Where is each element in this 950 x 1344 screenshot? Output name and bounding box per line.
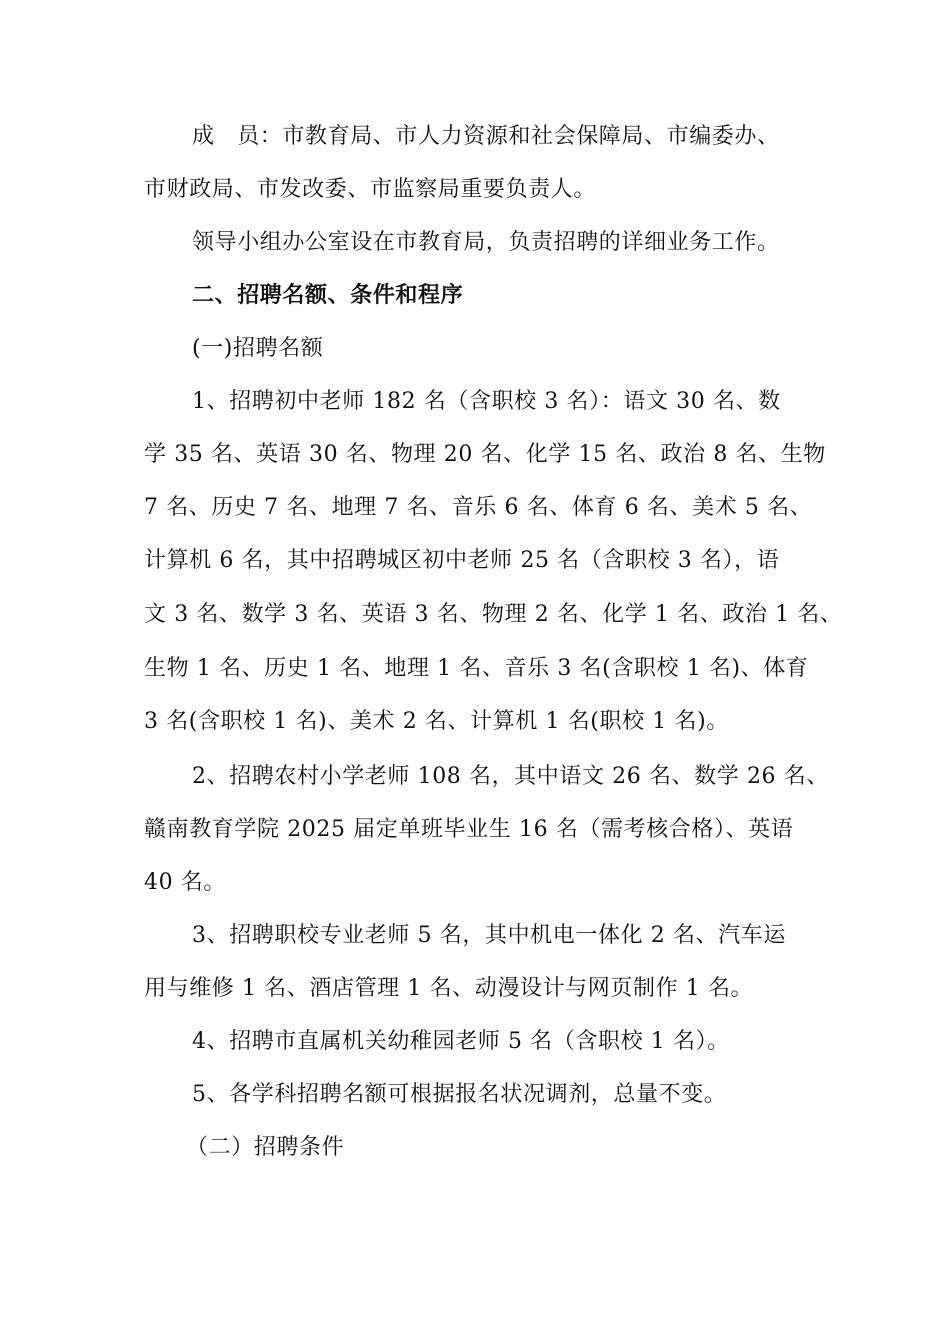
subheading-quota: (一)招聘名额 (192, 336, 324, 361)
quota-item-5: 5、各学科招聘名额可根据报名状况调剂，总量不变。 (192, 1082, 727, 1107)
quota-item-2-line-1: 2、招聘农村小学老师 108 名，其中语文 26 名、数学 26 名、 (192, 764, 829, 789)
quota-item-4: 4、招聘市直属机关幼稚园老师 5 名（含职校 1 名）。 (192, 1029, 730, 1054)
quota-item-2-line-3: 40 名。 (144, 870, 226, 895)
quota-item-1-line-2: 学 35 名、英语 30 名、物理 20 名、化学 15 名、政治 8 名、生物 (144, 442, 826, 467)
members-line-1: 成 员：市教育局、市人力资源和社会保障局、市编委办、 (192, 124, 780, 149)
quota-item-1-line-1: 1、招聘初中老师 182 名（含职校 3 名）：语文 30 名、数 (192, 389, 781, 414)
quota-item-1-line-6: 生物 1 名、历史 1 名、地理 1 名、音乐 3 名(含职校 1 名)、体育 (144, 656, 809, 681)
members-line-2: 市财政局、市发改委、市监察局重要负责人。 (144, 177, 597, 202)
section-heading-2: 二、招聘名额、条件和程序 (192, 283, 464, 308)
quota-item-3-line-2: 用与维修 1 名、酒店管理 1 名、动漫设计与网页制作 1 名。 (144, 976, 754, 1001)
quota-item-1-line-3: 7 名、历史 7 名、地理 7 名、音乐 6 名、体育 6 名、美术 5 名、 (144, 495, 813, 520)
quota-item-1-line-7: 3 名(含职校 1 名)、美术 2 名、计算机 1 名(职校 1 名)。 (144, 709, 729, 734)
office-line: 领导小组办公室设在市教育局，负责招聘的详细业务工作。 (192, 230, 780, 255)
quota-item-1-line-5: 文 3 名、数学 3 名、英语 3 名、物理 2 名、化学 1 名、政治 1 名、 (144, 602, 843, 627)
quota-item-1-line-4: 计算机 6 名，其中招聘城区初中老师 25 名（含职校 3 名），语 (144, 548, 780, 573)
subheading-conditions: （二）招聘条件 (186, 1135, 345, 1160)
quota-item-3-line-1: 3、招聘职校专业老师 5 名，其中机电一体化 2 名、汽车运 (192, 923, 786, 948)
quota-item-2-line-2: 赣南教育学院 2025 届定单班毕业生 16 名（需考核合格）、英语 (144, 817, 794, 842)
